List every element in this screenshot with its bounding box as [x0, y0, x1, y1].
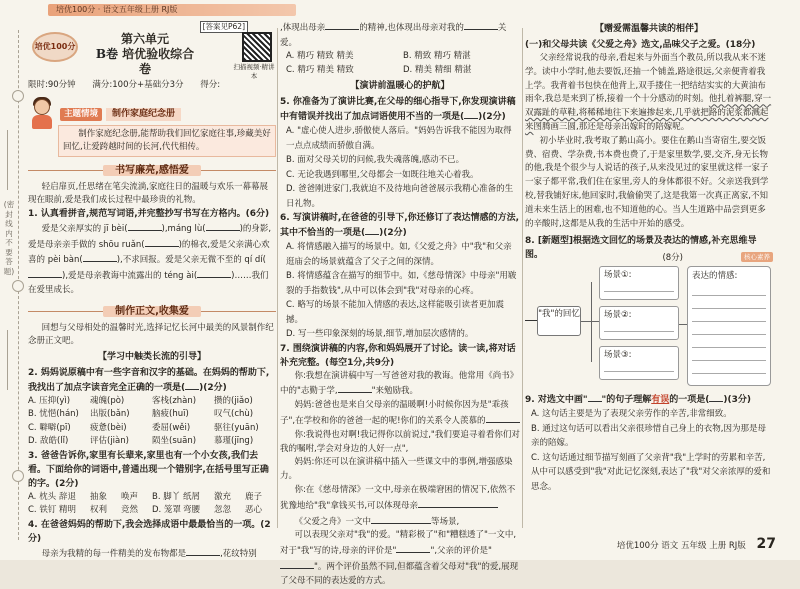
binding-hole — [12, 90, 24, 102]
dialogue-line: 可以表现父亲对"我"的爱。"精彩极了"和"糟糕透了"一文中,对于"我"写的诗,母亲的评价是" — [280, 530, 517, 557]
question-7 — [280, 342, 520, 370]
q8-score: (8分) — [662, 253, 683, 264]
core-literacy-badge: 核心素养 — [741, 252, 773, 262]
dialogue — [280, 484, 520, 514]
dialogue-line: 妈妈:爸爸也是来自父母亲的温暖啊!小时候你因为是"乖孩子",在学校和你的爸爸一起的呢!你们的关系令人羡慕的 — [280, 400, 509, 426]
answer-blank[interactable] — [280, 559, 314, 569]
emotion-label: 表达的情感: — [692, 271, 738, 282]
reading-paragraph-2: 初小毕业时,我考取了鹅山高小。要住在鹅山当寄宿生,要交饭费、宿费、学杂费,书本费也费了,于是家里数学,要,交齐,身无长物的他,我是个很少与人说话的孩子,从来没见过的家里就这样一家子一家子都平常,我们住在家里,旁人的身体都很不好。父亲送我到学校,替我铺好床,他回家时,我偷偷哭了,这是我第一次真正离家,不知道未来生活上的困难,也不知道他的心。当人生道路中品尝到更多的辛酸时,这都是从我的生活中开始的感受。 — [525, 135, 769, 229]
scene-label: 场景①: — [604, 270, 632, 281]
question-score: )(2分) — [199, 382, 227, 393]
exam-title — [90, 47, 200, 77]
mind-map — [525, 253, 773, 392]
question-3 — [28, 449, 276, 491]
dialogue-line: "。两个评价虽然不同,但都蕴含着父母对"我"的爱,展现了父母不同的表达爱的方式。 — [280, 561, 519, 586]
question-6 — [280, 211, 520, 240]
column-middle — [280, 20, 520, 586]
column-divider — [277, 28, 278, 528]
part-score: (18分) — [725, 40, 756, 51]
section-intro: 轻启扉页,任思绪在笔尖流淌,家庭往日的温暖与欢乐一幕幕展现在眼前,爱是我们成长过程中最珍贵的礼物。 — [28, 182, 269, 206]
option-d[interactable]: D. 敌皓(lǐ) 评估(jiàn) 陨坐(suān) 慕瑾(jīnɡ) — [28, 436, 254, 447]
page-number: 27 — [756, 535, 776, 552]
arrow-icon — [525, 320, 537, 321]
answer-reference: [答案见P62] — [200, 21, 248, 33]
scene-label: 场景③: — [604, 350, 632, 361]
binding-margin — [0, 30, 26, 540]
time-limit: 限时:90分钟 — [28, 80, 76, 90]
option-c[interactable]: C. 噼噼(pī) 疲惫(bèi) 委屈(wěi) 驱往(yuān) — [28, 422, 259, 433]
top-bar — [0, 0, 800, 20]
page-footer — [617, 534, 776, 554]
question-text: 2. 妈妈说原稿中有一些字音和汉字的基础。在妈妈的帮助下,我找出了加点字读音完全正确的一项是( — [28, 367, 270, 393]
volume-label: B卷 — [95, 47, 118, 61]
question-text: 9. 对选文中画" — [525, 395, 588, 406]
passage-text: ,体现出母亲 — [280, 23, 326, 33]
dialogue — [280, 529, 520, 588]
theme-title: 制作家庭纪念册 — [106, 108, 181, 121]
question-text: 4. 在爸爸妈妈的帮助下,我会选择成语中最最恰当的一项。(2分) — [28, 519, 271, 544]
answer-blank[interactable] — [418, 498, 498, 508]
question-text: 6. 写演讲稿时,在爸爸的引导下,你还修订了表达情感的方法,其中不恰当的一项是( — [280, 213, 520, 239]
connector-line — [679, 324, 687, 325]
dialogue — [280, 429, 520, 457]
connector-line — [581, 321, 599, 322]
theme-tag: 主题情境 — [60, 108, 102, 121]
dialogue-line: 你:我想在演讲稿中写一写爸爸对我的教诲。他常用《尚书》中的"志勤于学, — [280, 370, 519, 397]
pinyin-text: )的身影,爱是母亲亲手做的 shōu ruǎn( — [28, 224, 272, 250]
underlined-sentence[interactable]: 他扎着裤腿,穿一双露趾的草鞋,将稀稀地往下来遍掺起来,几乎就把路的泥浆都溅起来 — [525, 94, 772, 133]
dialogue — [280, 456, 520, 484]
unit-label: 第六单元 — [120, 32, 169, 46]
exam-title-text: 培优验收综合卷 — [122, 47, 195, 76]
girl-avatar-icon — [28, 97, 56, 131]
full-score: 满分:100分+基础分3分 — [92, 80, 184, 90]
theme-description: 制作家庭纪念册,能帮助我们回忆家庭往事,珍藏美好回忆,让爱跨越时间的长河,代代相传。 — [58, 125, 276, 157]
reading-paragraph-1 — [525, 52, 773, 135]
option-b[interactable]: B. 将情感蕴含在描写的细节中。如,《慈母情深》中母亲"用皲裂的手指数钱",从中可以体会到"我"对母亲的心疼。 — [286, 271, 517, 296]
question-score: )(2分) — [379, 228, 407, 239]
subsection-title: 【演讲前温暖心的护航】 — [350, 81, 450, 91]
connector-line — [591, 282, 592, 362]
dialogue — [280, 514, 520, 530]
unit-title — [90, 32, 200, 77]
question-1 — [28, 207, 276, 221]
option-c[interactable]: C. 精巧 精美 精致 D. 精美 精细 精湛 — [286, 64, 472, 75]
passage-text: 关爱。 — [280, 23, 507, 48]
dialogue-line: 你:在《慈母情深》一文中,母亲在极端窘困的情况下,依然不犹豫地给"我"拿钱买书,可以体现母亲 — [280, 484, 516, 511]
question-text: 7. 围绕演讲稿的内容,你和妈妈展开了讨论。读一读,将对话补充完整。(每空1分,共9分) — [280, 343, 516, 368]
column-divider — [522, 28, 523, 528]
question-4-continued — [280, 20, 520, 50]
question-text: 8. [新题型]根据选文回忆的场景及表达的情感,补充思维导图。 — [525, 236, 757, 261]
option-a[interactable]: A. 压抑(yì) 魂魄(pò) 客栈(zhàn) 攒的(jiǎo) — [28, 395, 253, 406]
header-strip: 培优100分 · 语文五年级上册 RJ版 — [48, 4, 296, 16]
qr-label: 扫描视频·精讲本 — [233, 63, 275, 81]
dialogue-line: ",父亲的评价是" — [430, 546, 492, 557]
answer-blank[interactable] — [186, 546, 220, 556]
title-block — [28, 20, 276, 81]
dialogue-line: 《父爱之舟》一文中 — [294, 516, 371, 527]
answer-blank[interactable] — [371, 514, 431, 524]
question-score: )(2分) — [478, 112, 506, 123]
answer-blank[interactable] — [464, 109, 478, 119]
pinyin-passage — [28, 221, 276, 298]
question-8 — [525, 234, 773, 262]
answer-blank[interactable] — [396, 543, 430, 553]
option-b[interactable]: B. 面对父母关切的问候,我失魂落魄,感动不已。 — [286, 155, 465, 166]
question-text: "的句子理解 — [601, 395, 652, 406]
qr-code[interactable] — [242, 32, 272, 62]
option-a[interactable]: A. 精巧 精致 精美 B. 精致 精巧 精湛 — [286, 51, 471, 61]
emphasis-text: 有误 — [651, 395, 670, 406]
dialogue-line: 妈妈:你还可以在演讲稿中插入一些课文中的事例,增强感染力。 — [280, 457, 513, 482]
question-4-text — [28, 546, 276, 562]
question-text: 的一项是( — [669, 395, 710, 406]
question-2 — [28, 366, 276, 395]
scene-box-2[interactable] — [599, 306, 679, 340]
option-d[interactable]: D. 爸爸刚进家门,我就迫不及待地向爸爸展示我精心准备的生日礼物。 — [286, 184, 514, 209]
answer-blank[interactable] — [365, 225, 379, 235]
option-c[interactable]: C. 这句话通过细节描写刻画了父亲背"我"上学时的劳累和辛苦,从中可以感受到"我"对此记忆深刻,表达了"我"对父亲浓厚的爱和思念。 — [531, 452, 771, 492]
question-9 — [525, 392, 773, 407]
binding-hole — [12, 470, 24, 482]
passage-text: 母亲为我精的每一件精美的发布物都是 — [41, 548, 187, 559]
answer-blank[interactable] — [145, 237, 179, 247]
option-c[interactable]: C. 无论我遇到哪里,父母都会一如既往地关心着我。 — [286, 169, 479, 180]
answer-blank[interactable] — [338, 383, 372, 393]
part-title: (一)和父母共读《父爱之舟》选文,品味父子之爱。 — [525, 40, 726, 51]
question-4 — [28, 518, 276, 546]
question-score: )(3分) — [723, 395, 751, 406]
answer-blank[interactable] — [588, 392, 602, 402]
binding-warning: (密封线内不要答题) — [3, 200, 15, 276]
dialogue-line: 你:我说得也对啊!我记得你以前说过,"我们要追寻着看你们对我的嘱咐,学会对身边的人好一点", — [280, 429, 520, 454]
scene-label: 场景②: — [604, 310, 632, 321]
paragraph-text: 图腾画三圆,那还是母亲出嫁时的陪嫁呢。 — [533, 122, 690, 133]
question-text: 3. 爸爸告诉你,家里有长辈来,家里也有一个小女孩,我们去看。下面给你的词语中,普通出现一个错别字,在括号里写正确的字。 — [28, 450, 269, 489]
scene-box-3[interactable] — [599, 346, 679, 380]
column-left — [28, 20, 276, 559]
answer-blank[interactable] — [206, 221, 240, 231]
answer-blank[interactable] — [197, 268, 231, 278]
binding-hole — [12, 280, 24, 292]
option-a[interactable]: A. 将情感融入描写的场景中。如,《父爱之舟》中"我"和父亲逛庙会的场景就蕴含了父子之间的深情。 — [286, 242, 512, 267]
option-d[interactable]: D. 写一些印象深刻的场景,细节,增加层次感情的。 — [286, 329, 474, 340]
section-intro: 回想与父母相处的温馨时光,选择记忆长河中最美的风景制作纪念册正文吧。 — [28, 322, 274, 346]
answer-blank[interactable] — [83, 252, 117, 262]
pinyin-text: )……我们在爱里成长。 — [28, 270, 269, 296]
pinyin-text: 爱是父亲厚实的 jī bèi( — [41, 224, 128, 235]
option-a[interactable]: A. "虚心使人进步,骄傲使人落后。"妈妈告诉我不能因为取得一点点成绩而骄傲自满。 — [286, 126, 512, 151]
option-b[interactable]: B. 忧悒(hán) 出版(bǎn) 脑疲(huī) 叹气(chù) — [28, 409, 254, 420]
passage-text: 的精神,也体现出母亲对我的 — [359, 23, 464, 33]
pinyin-text: )的棉衣,爱是父亲满心欢喜的 pèi bàn( — [28, 239, 270, 266]
answer-blank[interactable] — [28, 268, 62, 278]
dialogue — [280, 399, 520, 429]
answer-blank[interactable] — [464, 20, 498, 30]
reading-part-1 — [525, 38, 773, 52]
option-c[interactable]: C. 略写的场景不能加入情感的表达,这样能吸引读者更加震撼。 — [286, 300, 505, 325]
scene-box-1[interactable] — [599, 266, 679, 300]
dialogue-line: 等场景, — [430, 516, 460, 527]
footer-text: 培优100分 语文 五年级 上册 RJ版 — [616, 540, 746, 551]
option-b[interactable]: B. 通过这句话可以看出父亲很珍惜自己身上的衣物,因为那是母亲的陪嫁。 — [531, 423, 766, 449]
question-text: 1. 认真看拼音,规范写词语,并完整抄写书写在方格内。(6分) — [28, 209, 270, 220]
question-score: (2分) — [55, 478, 79, 489]
answer-blank[interactable] — [325, 20, 359, 30]
passage-text: ,花纹特别 — [220, 548, 257, 559]
mind-map-center: "我"的回忆 — [537, 306, 581, 336]
pinyin-text: ),爱是母亲教诲中流露出的 téng ài( — [62, 270, 198, 281]
dialogue — [280, 370, 520, 400]
answer-blank[interactable] — [185, 380, 199, 390]
section-title: 制作正文,收集爱 — [103, 306, 201, 317]
option-a[interactable]: A. 枕头 辞退 抽象 唤声 B. 脚丫 纸屑 激充 鹿子 — [28, 491, 263, 502]
column-right — [525, 20, 773, 540]
section-header-1 — [28, 163, 276, 178]
brand-logo: 培优100分 — [32, 32, 78, 62]
pinyin-text: ),máng lù( — [161, 224, 206, 235]
answer-blank[interactable] — [128, 221, 162, 231]
section-title: 书写廉亮,感悟爱 — [103, 165, 201, 176]
option-a[interactable]: A. 这句话主要是为了表现父亲劳作的辛苦,非常细致。 — [531, 409, 732, 420]
answer-blank[interactable] — [709, 392, 723, 402]
answer-blank[interactable] — [486, 413, 520, 423]
option-c[interactable]: C. 铁钉 精明 权利 竞然 D. 笼罩 弯腰 忽忽 恶心 — [28, 505, 263, 516]
subsection-title: 【学习中触类长流的引导】 — [97, 351, 206, 362]
score-got: 得分: — [200, 80, 221, 90]
emotion-box[interactable] — [687, 266, 771, 386]
binding-line-top — [7, 130, 8, 190]
dialogue-line: "来勉励我。 — [371, 386, 419, 397]
question-5 — [280, 95, 520, 124]
subsection-title: 【赠爱需温馨共读的相伴】 — [594, 24, 703, 34]
binding-line-bottom — [7, 330, 8, 390]
section-header-2 — [28, 304, 276, 319]
paragraph-text: 父亲经常说我的母亲,看起来与外面当个教员,所以我从来不迷学。读中小学时,他去要饭,还抽一个铺盖,路途很远,父亲便背着我上学。我背着书包快在他背上,双手搂住一把结结实实的大黄油布雨伞,我总是来到了桥,接着一个十分感动的时刻。 — [525, 53, 766, 105]
pinyin-text: ),不求回报。爱是父亲无微不至的 qí dí( — [116, 255, 266, 266]
question-text: 5. 你准备为了演讲比赛,在父母的细心指导下,你发现演讲稿中有错误并找出了加点词语使用不当的一项是( — [280, 97, 516, 123]
